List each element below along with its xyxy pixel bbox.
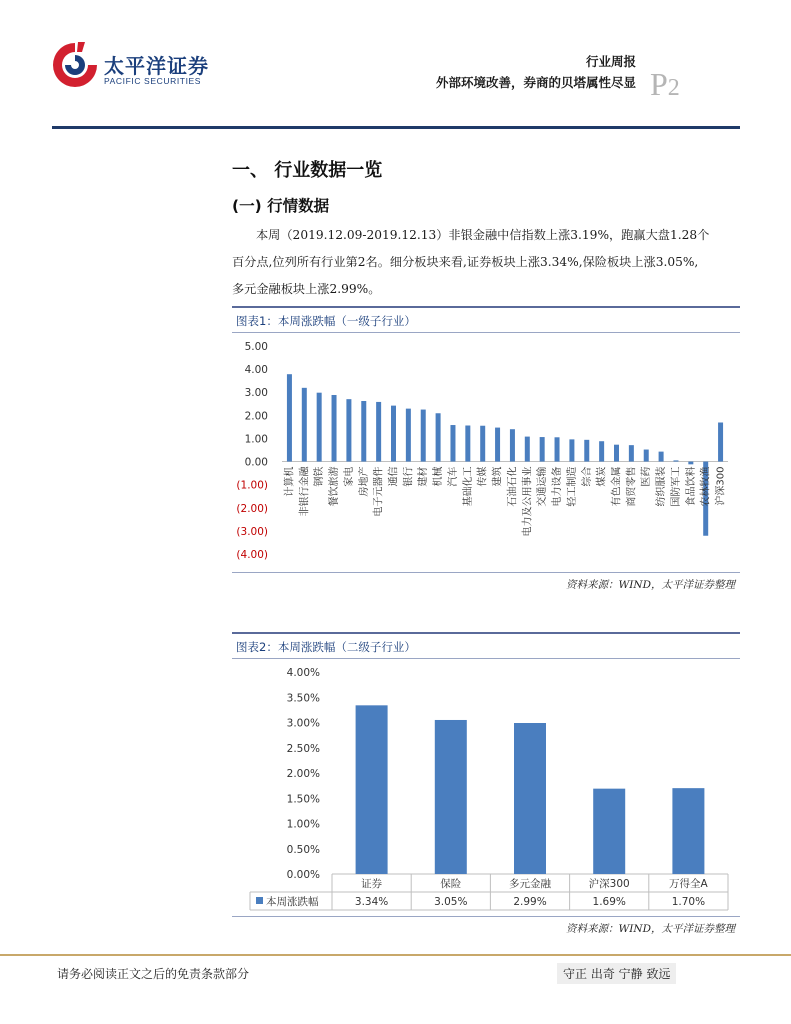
y-tick-label: 0.00% bbox=[286, 869, 320, 881]
bar bbox=[480, 426, 485, 462]
bar bbox=[421, 410, 426, 462]
bar bbox=[672, 788, 704, 874]
x-tick-label: 轻工制造 bbox=[566, 466, 578, 507]
x-tick-label: 家电 bbox=[343, 466, 355, 487]
bar bbox=[673, 460, 678, 461]
x-tick-label: 国防军工 bbox=[670, 466, 682, 507]
figure1-top-rule bbox=[232, 306, 740, 308]
page-number bbox=[650, 66, 680, 103]
y-tick-label: 3.50% bbox=[286, 692, 320, 705]
y-tick-label: 2.00% bbox=[286, 768, 320, 780]
y-tick-label: 5.00 bbox=[244, 341, 268, 353]
figure2-bar-chart bbox=[232, 660, 740, 916]
bar bbox=[356, 705, 388, 874]
bar bbox=[332, 395, 337, 462]
y-tick-label: (3.00) bbox=[236, 525, 268, 538]
bar bbox=[302, 388, 307, 462]
logo-subtitle: PACIFIC SECURITIES bbox=[104, 76, 202, 86]
footer-rule bbox=[0, 954, 791, 956]
bar bbox=[584, 440, 589, 462]
y-tick-label: 0.50% bbox=[286, 843, 320, 856]
x-tick-label: 万得全A bbox=[669, 878, 708, 890]
x-tick-label: 电子元器件 bbox=[373, 466, 385, 517]
subsection-heading: (一) 行情数据 bbox=[232, 197, 330, 215]
data-label: 1.69% bbox=[592, 896, 626, 908]
x-tick-label: 多元金融 bbox=[509, 878, 551, 890]
figure1-source: 资料来源：WIND，太平洋证券整理 bbox=[565, 579, 735, 591]
bar bbox=[629, 445, 634, 461]
report-type: 行业周报 bbox=[585, 54, 636, 69]
bar bbox=[718, 422, 723, 461]
page-letter: P bbox=[650, 66, 668, 102]
bar bbox=[495, 428, 500, 462]
paragraph-line: 多元金融板块上涨2.99%。 bbox=[232, 282, 381, 296]
y-tick-label: 4.00% bbox=[286, 667, 320, 679]
x-tick-label: 电力及公用事业 bbox=[522, 466, 534, 537]
data-label: 3.05% bbox=[434, 896, 468, 908]
bar bbox=[361, 401, 366, 462]
x-tick-label: 沪深300 bbox=[715, 466, 727, 506]
figure1-title: 图表1：本周涨跌幅（一级子行业） bbox=[236, 314, 416, 328]
bar bbox=[569, 439, 574, 461]
bar bbox=[436, 413, 441, 461]
y-tick-label: 2.00 bbox=[244, 410, 268, 423]
bar bbox=[540, 437, 545, 461]
market-summary-paragraph bbox=[232, 222, 744, 303]
footer-disclaimer: 请务必阅读正文之后的免责条款部分 bbox=[57, 967, 250, 981]
x-tick-label: 通信 bbox=[388, 466, 400, 487]
figure2-top-rule bbox=[232, 632, 740, 634]
y-tick-label: 2.50% bbox=[286, 742, 320, 755]
figure2-title-rule bbox=[232, 658, 740, 659]
x-tick-label: 综合 bbox=[581, 466, 593, 487]
x-tick-label: 餐饮旅游 bbox=[329, 466, 341, 507]
bar bbox=[525, 437, 530, 462]
bar bbox=[391, 406, 396, 462]
legend-swatch bbox=[256, 897, 263, 904]
y-tick-label: 3.00% bbox=[286, 717, 320, 730]
figure1-bottom-rule bbox=[232, 572, 740, 573]
bar bbox=[659, 452, 664, 462]
x-tick-label: 医药 bbox=[641, 466, 653, 487]
bar bbox=[465, 426, 470, 462]
bar bbox=[376, 402, 381, 462]
bar bbox=[514, 723, 546, 874]
figure1-title-rule bbox=[232, 332, 740, 333]
bar bbox=[510, 429, 515, 461]
x-tick-label: 钢铁 bbox=[314, 466, 326, 487]
logo-name: 太平洋证券 bbox=[104, 54, 209, 78]
bar bbox=[599, 441, 604, 461]
bar bbox=[287, 374, 292, 461]
x-tick-label: 有色金属 bbox=[611, 466, 623, 507]
x-tick-label: 基础化工 bbox=[462, 466, 474, 507]
footer-motto: 守正 出奇 宁静 致远 bbox=[557, 963, 676, 984]
x-tick-label: 建材 bbox=[418, 466, 430, 487]
y-tick-label: 0.00 bbox=[244, 456, 268, 469]
x-tick-label: 计算机 bbox=[284, 466, 296, 497]
header-rule bbox=[52, 126, 740, 129]
y-tick-label: 1.00% bbox=[286, 818, 320, 831]
section-heading: 一、 行业数据一览 bbox=[232, 160, 383, 181]
bar bbox=[614, 445, 619, 462]
x-tick-label: 煤炭 bbox=[596, 466, 608, 487]
brand-logo bbox=[52, 40, 212, 92]
x-tick-label: 房地产 bbox=[358, 466, 370, 497]
bar bbox=[317, 393, 322, 462]
x-tick-label: 机械 bbox=[433, 466, 445, 487]
data-label: 2.99% bbox=[513, 896, 547, 908]
y-tick-label: 3.00 bbox=[244, 387, 268, 400]
bar bbox=[346, 399, 351, 461]
report-title: 外部环境改善，券商的贝塔属性尽显 bbox=[435, 75, 636, 90]
x-tick-label: 食品饮料 bbox=[685, 466, 697, 507]
x-tick-label: 保险 bbox=[440, 878, 462, 890]
x-tick-label: 建筑 bbox=[492, 466, 504, 487]
x-tick-label: 非银行金融 bbox=[299, 466, 311, 517]
page-digit: 2 bbox=[667, 75, 680, 101]
x-tick-label: 交通运输 bbox=[537, 466, 549, 507]
legend-label: 本周涨跌幅 bbox=[266, 896, 319, 908]
figure1-bar-chart bbox=[232, 334, 740, 570]
bar bbox=[435, 720, 467, 874]
y-tick-label: (2.00) bbox=[236, 502, 268, 515]
x-tick-label: 纺织服装 bbox=[656, 466, 668, 507]
bar bbox=[593, 789, 625, 874]
x-tick-label: 证券 bbox=[361, 878, 383, 890]
figure2-source: 资料来源：WIND，太平洋证券整理 bbox=[565, 923, 735, 935]
y-tick-label: 1.00 bbox=[244, 433, 268, 446]
logo-emblem-icon bbox=[52, 40, 98, 90]
bar bbox=[555, 437, 560, 461]
y-tick-label: (4.00) bbox=[236, 549, 268, 561]
figure2-title: 图表2：本周涨跌幅（二级子行业） bbox=[236, 640, 416, 654]
paragraph-line: 百分点,位列所有行业第2名。细分板块来看,证券板块上涨3.34%,保险板块上涨3.05%, bbox=[232, 255, 699, 269]
x-tick-label: 电力设备 bbox=[552, 466, 564, 507]
x-tick-label: 银行 bbox=[403, 466, 415, 487]
y-tick-label: (1.00) bbox=[236, 479, 268, 492]
x-tick-label: 汽车 bbox=[447, 466, 459, 487]
bar bbox=[406, 409, 411, 462]
x-tick-label: 石油石化 bbox=[507, 466, 519, 507]
data-label: 1.70% bbox=[671, 896, 706, 908]
x-tick-label: 传媒 bbox=[477, 466, 489, 487]
bar bbox=[450, 425, 455, 462]
bar bbox=[688, 462, 693, 465]
y-tick-label: 1.50% bbox=[286, 793, 320, 806]
x-tick-label: 农林牧渔 bbox=[700, 466, 712, 507]
y-tick-label: 4.00 bbox=[244, 364, 268, 377]
paragraph-line: 本周（2019.12.09-2019.12.13）非银金融中信指数上涨3.19%，跑赢大盘1.28个 bbox=[256, 228, 710, 242]
bar bbox=[644, 450, 649, 462]
figure2-bottom-rule bbox=[232, 916, 740, 917]
x-tick-label: 沪深300 bbox=[588, 878, 630, 890]
data-label: 3.34% bbox=[354, 896, 389, 908]
x-tick-label: 商贸零售 bbox=[626, 466, 638, 507]
